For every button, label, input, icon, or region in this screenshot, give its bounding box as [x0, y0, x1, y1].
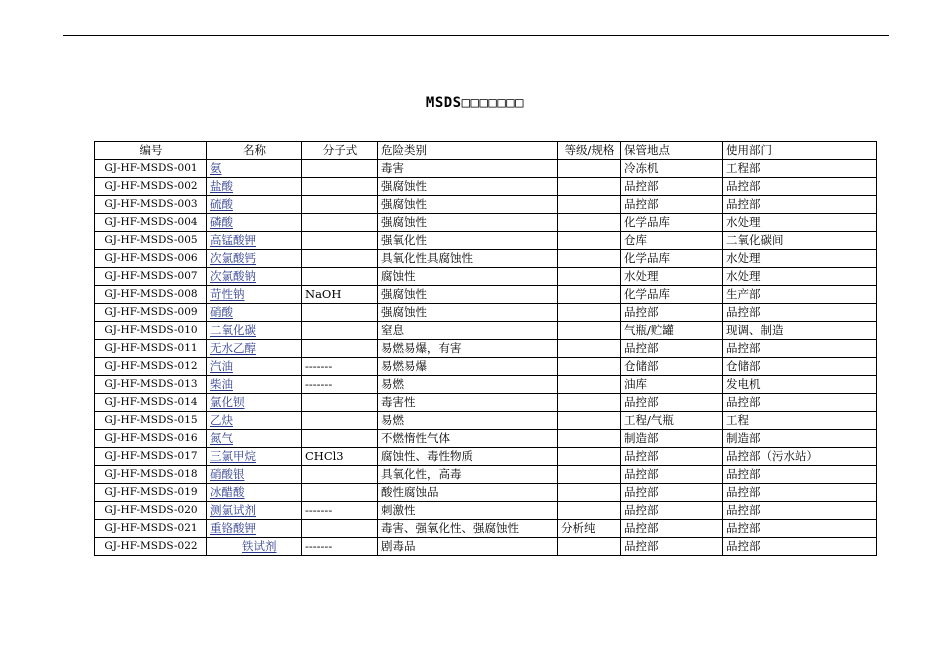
cell-formula	[302, 214, 378, 232]
cell-department: 品控部	[723, 484, 877, 502]
cell-hazard: 强腐蚀性	[378, 178, 558, 196]
table-row	[95, 196, 877, 214]
cell-name	[207, 178, 302, 196]
cell-department: 品控部	[723, 394, 877, 412]
cell-formula: -------	[302, 538, 378, 556]
cell-name	[207, 538, 302, 556]
cell-department: 工程	[723, 412, 877, 430]
table-row	[95, 448, 877, 466]
cell-code: GJ-HF-MSDS-007	[95, 268, 207, 286]
cell-formula	[302, 412, 378, 430]
cell-storage: 品控部	[621, 502, 723, 520]
cell-code: GJ-HF-MSDS-021	[95, 520, 207, 538]
cell-storage: 油库	[621, 376, 723, 394]
cell-department: 二氧化碳间	[723, 232, 877, 250]
cell-name	[207, 448, 302, 466]
cell-name	[207, 196, 302, 214]
chemical-name-link[interactable]: 铁试剂	[242, 539, 277, 553]
cell-storage: 化学品库	[621, 250, 723, 268]
cell-formula	[302, 304, 378, 322]
cell-storage: 品控部	[621, 394, 723, 412]
cell-department: 现调、制造	[723, 322, 877, 340]
cell-formula	[302, 484, 378, 502]
cell-code: GJ-HF-MSDS-005	[95, 232, 207, 250]
table-row	[95, 268, 877, 286]
cell-grade	[558, 430, 621, 448]
cell-department: 品控部	[723, 178, 877, 196]
cell-hazard: 具氧化性具腐蚀性	[378, 250, 558, 268]
cell-code: GJ-HF-MSDS-006	[95, 250, 207, 268]
cell-code: GJ-HF-MSDS-014	[95, 394, 207, 412]
chemical-name-link[interactable]: 硝酸银	[210, 467, 245, 481]
cell-code: GJ-HF-MSDS-003	[95, 196, 207, 214]
cell-hazard: 具氧化性，高毒	[378, 466, 558, 484]
cell-grade	[558, 160, 621, 178]
chemical-name-link[interactable]: 三氯甲烷	[210, 449, 256, 463]
table-row	[95, 502, 877, 520]
chemical-name-link[interactable]: 次氯酸钙	[210, 251, 256, 265]
cell-name	[207, 286, 302, 304]
table-body	[95, 160, 877, 556]
cell-grade	[558, 466, 621, 484]
cell-department: 品控部	[723, 466, 877, 484]
col-header-formula: 分子式	[302, 142, 378, 160]
cell-department: 仓储部	[723, 358, 877, 376]
cell-code: GJ-HF-MSDS-013	[95, 376, 207, 394]
cell-department: 水处理	[723, 268, 877, 286]
cell-grade: 分析纯	[558, 520, 621, 538]
cell-name	[207, 232, 302, 250]
cell-grade	[558, 340, 621, 358]
cell-department: 水处理	[723, 214, 877, 232]
cell-storage: 制造部	[621, 430, 723, 448]
table-row	[95, 412, 877, 430]
cell-storage: 品控部	[621, 466, 723, 484]
cell-hazard: 强腐蚀性	[378, 214, 558, 232]
cell-formula	[302, 268, 378, 286]
cell-code: GJ-HF-MSDS-015	[95, 412, 207, 430]
chemical-name-link[interactable]: 氯化钡	[210, 395, 245, 409]
table-row	[95, 466, 877, 484]
table-row	[95, 250, 877, 268]
cell-hazard: 易燃易爆	[378, 358, 558, 376]
chemical-name-link[interactable]: 二氧化碳	[210, 323, 256, 337]
cell-name	[207, 502, 302, 520]
cell-department: 品控部	[723, 502, 877, 520]
chemical-name-link[interactable]: 重铬酸钾	[210, 521, 256, 535]
cell-formula	[302, 466, 378, 484]
cell-hazard: 强腐蚀性	[378, 196, 558, 214]
cell-formula	[302, 520, 378, 538]
cell-grade	[558, 250, 621, 268]
table-row	[95, 430, 877, 448]
cell-storage: 品控部	[621, 484, 723, 502]
cell-name	[207, 214, 302, 232]
cell-department: 品控部	[723, 340, 877, 358]
cell-formula	[302, 250, 378, 268]
cell-storage: 品控部	[621, 448, 723, 466]
cell-code: GJ-HF-MSDS-009	[95, 304, 207, 322]
table-row	[95, 322, 877, 340]
cell-hazard: 不燃惰性气体	[378, 430, 558, 448]
cell-hazard: 腐蚀性	[378, 268, 558, 286]
cell-grade	[558, 232, 621, 250]
table-header-row	[95, 142, 877, 160]
cell-name	[207, 358, 302, 376]
cell-hazard: 易燃	[378, 412, 558, 430]
cell-department: 生产部	[723, 286, 877, 304]
col-header-hazard: 危险类别	[378, 142, 558, 160]
col-header-code: 编号	[95, 142, 207, 160]
cell-formula	[302, 160, 378, 178]
page-title: MSDS□□□□□□□	[425, 95, 525, 111]
cell-storage: 化学品库	[621, 214, 723, 232]
cell-hazard: 强氧化性	[378, 232, 558, 250]
cell-hazard: 易燃易爆，有害	[378, 340, 558, 358]
cell-grade	[558, 196, 621, 214]
cell-formula: CHCl3	[302, 448, 378, 466]
cell-storage: 冷冻机	[621, 160, 723, 178]
cell-hazard: 毒害、强氧化性、强腐蚀性	[378, 520, 558, 538]
cell-grade	[558, 286, 621, 304]
cell-department: 品控部	[723, 520, 877, 538]
cell-code: GJ-HF-MSDS-016	[95, 430, 207, 448]
table-row	[95, 484, 877, 502]
table-row	[95, 394, 877, 412]
cell-grade	[558, 214, 621, 232]
table-row	[95, 520, 877, 538]
cell-hazard: 腐蚀性、毒性物质	[378, 448, 558, 466]
cell-department: 制造部	[723, 430, 877, 448]
cell-formula	[302, 322, 378, 340]
cell-name	[207, 340, 302, 358]
cell-hazard: 刺激性	[378, 502, 558, 520]
cell-department: 品控部	[723, 538, 877, 556]
cell-code: GJ-HF-MSDS-004	[95, 214, 207, 232]
chemical-name-link[interactable]: 汽油	[210, 359, 233, 373]
cell-hazard: 强腐蚀性	[378, 286, 558, 304]
cell-grade	[558, 448, 621, 466]
cell-grade	[558, 268, 621, 286]
cell-department: 品控部	[723, 304, 877, 322]
cell-formula: -------	[302, 376, 378, 394]
cell-department: 发电机	[723, 376, 877, 394]
cell-formula	[302, 232, 378, 250]
cell-name	[207, 268, 302, 286]
cell-code: GJ-HF-MSDS-010	[95, 322, 207, 340]
chemical-name-link[interactable]: 硝酸	[210, 305, 233, 319]
cell-code: GJ-HF-MSDS-011	[95, 340, 207, 358]
cell-grade	[558, 484, 621, 502]
chemical-name-link[interactable]: 测氯试剂	[210, 503, 256, 517]
cell-formula	[302, 430, 378, 448]
cell-storage: 气瓶/贮罐	[621, 322, 723, 340]
cell-storage: 品控部	[621, 520, 723, 538]
cell-hazard: 毒害性	[378, 394, 558, 412]
table-row	[95, 376, 877, 394]
cell-storage: 品控部	[621, 340, 723, 358]
cell-storage: 工程/气瓶	[621, 412, 723, 430]
cell-storage: 水处理	[621, 268, 723, 286]
msds-table	[94, 141, 877, 556]
cell-name	[207, 520, 302, 538]
col-header-department: 使用部门	[723, 142, 877, 160]
table-row	[95, 232, 877, 250]
cell-grade	[558, 394, 621, 412]
col-header-storage: 保管地点	[621, 142, 723, 160]
header-rule	[63, 35, 889, 36]
table-row	[95, 214, 877, 232]
cell-storage: 仓储部	[621, 358, 723, 376]
cell-code: GJ-HF-MSDS-002	[95, 178, 207, 196]
cell-hazard: 毒害	[378, 160, 558, 178]
cell-name	[207, 430, 302, 448]
cell-code: GJ-HF-MSDS-012	[95, 358, 207, 376]
cell-name	[207, 250, 302, 268]
chemical-name-link[interactable]: 柴油	[210, 377, 233, 391]
table-row	[95, 304, 877, 322]
chemical-name-link[interactable]: 冰醋酸	[210, 485, 245, 499]
cell-grade	[558, 502, 621, 520]
cell-hazard: 剧毒品	[378, 538, 558, 556]
cell-formula: NaOH	[302, 286, 378, 304]
chemical-name-link[interactable]: 无水乙醇	[210, 341, 256, 355]
cell-name	[207, 412, 302, 430]
cell-formula: -------	[302, 502, 378, 520]
cell-hazard: 易燃	[378, 376, 558, 394]
cell-grade	[558, 358, 621, 376]
cell-grade	[558, 322, 621, 340]
cell-grade	[558, 412, 621, 430]
chemical-name-link[interactable]: 磷酸	[210, 215, 233, 229]
chemical-name-link[interactable]: 硫酸	[210, 197, 233, 211]
cell-code: GJ-HF-MSDS-017	[95, 448, 207, 466]
cell-code: GJ-HF-MSDS-008	[95, 286, 207, 304]
cell-code: GJ-HF-MSDS-022	[95, 538, 207, 556]
cell-formula	[302, 178, 378, 196]
table-row	[95, 358, 877, 376]
table-row	[95, 286, 877, 304]
table-row	[95, 178, 877, 196]
cell-code: GJ-HF-MSDS-001	[95, 160, 207, 178]
cell-name	[207, 304, 302, 322]
cell-code: GJ-HF-MSDS-018	[95, 466, 207, 484]
chemical-name-link[interactable]: 氨	[210, 161, 222, 175]
cell-name	[207, 394, 302, 412]
cell-grade	[558, 178, 621, 196]
cell-department: 品控部	[723, 196, 877, 214]
cell-name	[207, 466, 302, 484]
cell-code: GJ-HF-MSDS-019	[95, 484, 207, 502]
cell-storage: 化学品库	[621, 286, 723, 304]
cell-department: 水处理	[723, 250, 877, 268]
cell-name	[207, 484, 302, 502]
cell-name	[207, 322, 302, 340]
cell-grade	[558, 376, 621, 394]
cell-department: 工程部	[723, 160, 877, 178]
cell-name	[207, 376, 302, 394]
cell-formula: -------	[302, 358, 378, 376]
cell-name	[207, 160, 302, 178]
chemical-name-link[interactable]: 次氯酸钠	[210, 269, 256, 283]
table-row	[95, 538, 877, 556]
chemical-name-link[interactable]: 盐酸	[210, 179, 233, 193]
chemical-name-link[interactable]: 氮气	[210, 431, 233, 445]
cell-code: GJ-HF-MSDS-020	[95, 502, 207, 520]
table-row	[95, 340, 877, 358]
cell-storage: 品控部	[621, 178, 723, 196]
cell-storage: 品控部	[621, 538, 723, 556]
cell-formula	[302, 340, 378, 358]
chemical-name-link[interactable]: 苛性钠	[210, 287, 245, 301]
cell-formula	[302, 196, 378, 214]
cell-hazard: 酸性腐蚀品	[378, 484, 558, 502]
cell-grade	[558, 538, 621, 556]
cell-storage: 仓库	[621, 232, 723, 250]
cell-storage: 品控部	[621, 304, 723, 322]
col-header-name: 名称	[207, 142, 302, 160]
cell-storage: 品控部	[621, 196, 723, 214]
cell-grade	[558, 304, 621, 322]
chemical-name-link[interactable]: 高锰酸钾	[210, 233, 256, 247]
chemical-name-link[interactable]: 乙炔	[210, 413, 233, 427]
cell-department: 品控部（污水站）	[723, 448, 877, 466]
col-header-grade: 等级/规格	[558, 142, 621, 160]
cell-hazard: 窒息	[378, 322, 558, 340]
cell-formula	[302, 394, 378, 412]
table-row	[95, 160, 877, 178]
cell-hazard: 强腐蚀性	[378, 304, 558, 322]
